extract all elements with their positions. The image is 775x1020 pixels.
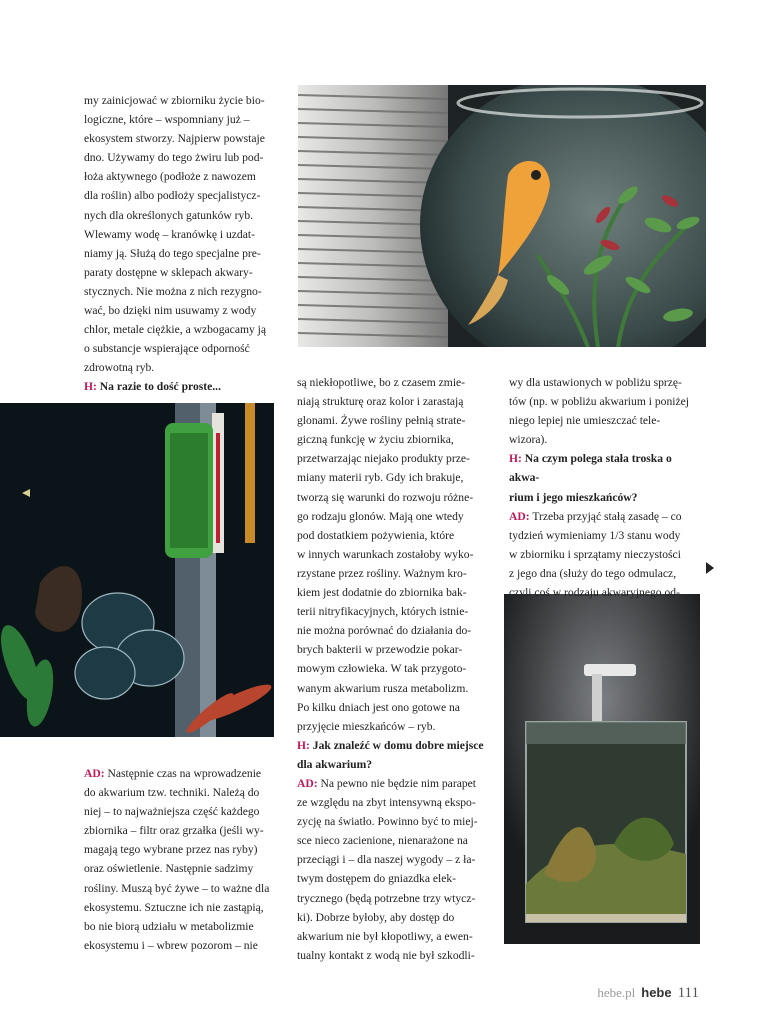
text-line: tualny kontakt z wodą nie był szkodli- [297,948,475,962]
question-1 [84,377,273,396]
interviewer-label: H: [509,452,522,466]
answer-2-first [297,774,486,793]
text-line: ki). Dobrze byłoby, aby dostęp do [297,910,455,924]
text-line: zdrowotną ryb. [84,361,155,375]
text-line: rośliny. Muszą być żywe – to ważne dla [84,881,270,895]
text-line: Wlewamy wodę – kranówkę i uzdat- [84,227,255,241]
text-line: terii nitryfikacyjnych, których istnie- [297,605,469,619]
interviewer-label: H: [84,380,97,394]
text-line: glonami. Żywe rośliny pełnią strate- [297,414,466,428]
text-line: zycję na światło. Powinno być to miej- [297,815,478,829]
text-line: zbiornika – filtr oraz grzałka (jeśli wy- [84,824,264,838]
text-line: brych bakterii w przewodzie pokar- [297,643,463,657]
text-line: w zbiorniku i sprzątamy nieczystości [509,547,681,561]
text-line: tworzą się warunki do rozwoju różne- [297,490,474,504]
text-line: nie można porównać do działania do- [297,624,472,638]
text-line: twym dostępem do gniazdka elek- [297,872,457,886]
text-line: do akwarium tzw. techniki. Należą do [84,786,260,800]
text-line: chlor, metale ciężkie, a wzbogacamy ją [84,323,267,337]
text-line: stycznych. Nie można z nich rezygno- [84,284,262,298]
text-line: dla roślin) albo podłoży specjalistycz- [84,189,261,203]
continue-arrow-icon [706,562,714,574]
question-text: dla akwarium? [297,757,373,771]
text-line: akwarium nie był kłopotliwy, a ewen- [297,929,473,943]
text-line: rzystane przez rośliny. Ważnym kro- [297,566,467,580]
text-line: ze względu na zbyt intensywną ekspo- [297,796,476,810]
text-line: bo nie biorą udziału w metabolizmie [84,919,254,933]
text-line: ekosystemu. Sztuczne ich nie zastąpią, [84,900,264,914]
text-line: przetwarzając niejako produkty prze- [297,452,470,466]
page-footer [597,985,699,1002]
text-line: dno. Używamy do tego żwiru lub pod- [84,151,264,165]
text-line: niej – to najważniejsza część każdego [84,805,260,819]
text-line: wy dla ustawionych w pobliżu sprzę- [509,376,682,389]
text-line: miany materii ryb. Gdy ich brakuje, [297,471,464,485]
question-3 [509,449,700,487]
text-line: Na pewno nie będzie nim parapet [320,776,477,790]
text-line: kiem jest dodatnie do zbiornika bak- [297,586,467,600]
column-3 [509,373,700,602]
text-line: niamy ją. Służą do tego specjalne pre- [84,246,261,260]
text-line: pod dostatkiem pożywienia, które [297,528,455,542]
text-line: sce nieco zacienione, nienarażone na [297,834,468,848]
text-line: niego lepiej nie umieszczać tele- [509,414,661,428]
text-line: tów (np. w pobliżu akwarium i poniżej [509,395,689,409]
text-line: nych dla określonych gatunków ryb. [84,208,254,222]
question-2 [297,736,486,755]
question-text: rium i jego mieszkańców? [509,490,638,504]
page-number: 111 [677,985,699,1001]
column-1-bottom [84,764,273,955]
answer-1-first [84,764,273,783]
text-line: ekosystemu i – wbrew pozorom – nie [84,938,258,952]
text-line: trycznego (będą potrzebne trzy wtycz- [297,891,476,905]
text-line: niają strukturę oraz kolor i zarastają [297,395,464,409]
text-line: go rodzaju glonów. Mają one wtedy [297,509,464,523]
fishbowl-photo [298,85,706,347]
respondent-label: AD: [84,767,105,780]
text-line: przyjęcie mieszkańców – ryb. [297,719,436,733]
text-line: łoża aktywnego (podłoże z nawozem [84,170,256,184]
interviewer-label: H: [297,738,310,752]
aquarium-equipment-photo [0,403,274,737]
text-line: przeciągi i – dla naszej wygody – z ła- [297,853,476,867]
text-line: oraz oświetlenie. Następnie sadzimy [84,862,254,876]
text-line: są niekłopotliwe, bo z czasem zmie- [297,376,466,389]
text-line: wizora). [509,433,548,447]
answer-3-first [509,507,700,526]
text-line: ekosystem stworzy. Najpierw powstaje [84,132,265,146]
footer-brand: hebe [641,985,672,1000]
column-2 [297,373,486,965]
respondent-label: AD: [297,776,318,790]
text-line: w innych warunkach zostałoby wyko- [297,547,474,561]
question-text: Jak znaleźć w domu dobre miejsce [312,738,484,752]
lit-aquarium-photo [504,594,700,944]
footer-site: hebe.pl [597,985,636,1000]
column-1-top [84,91,273,397]
text-line: logiczne, które – wspomniany już – [84,113,250,127]
text-line: Po kilku dniach jest ono gotowe na [297,700,460,714]
text-line: magają tego wybrane przez nas ryby) [84,843,258,857]
text-line: wać, bo dzięki nim usuwamy z wody [84,304,257,318]
text-line: paraty dostępne w sklepach akwary- [84,265,253,279]
text-line: czyli coś w rodzaju akwaryjnego od- [509,586,680,600]
text-line: Następnie czas na wprowadzenie [107,767,262,780]
text-line: z jego dna (służy do tego odmulacz, [509,566,677,580]
respondent-label: AD: [509,509,530,523]
text-line: wanym akwarium rusza metabolizm. [297,681,469,695]
question-text: Na czym polega stała troska o akwa- [509,452,672,485]
question-text: Na razie to dość proste... [99,380,221,394]
text-line: mowym człowieka. W tak przygoto- [297,662,467,676]
text-line: my zainicjować w zbiorniku życie bio- [84,94,265,107]
text-line: tydzień wymieniamy 1/3 stanu wody [509,528,681,542]
text-line: o substancje wspierające odporność [84,342,250,356]
text-line: Trzeba przyjąć stałą zasadę – co [532,509,682,523]
text-line: giczną funkcję w życiu zbiornika, [297,433,454,447]
